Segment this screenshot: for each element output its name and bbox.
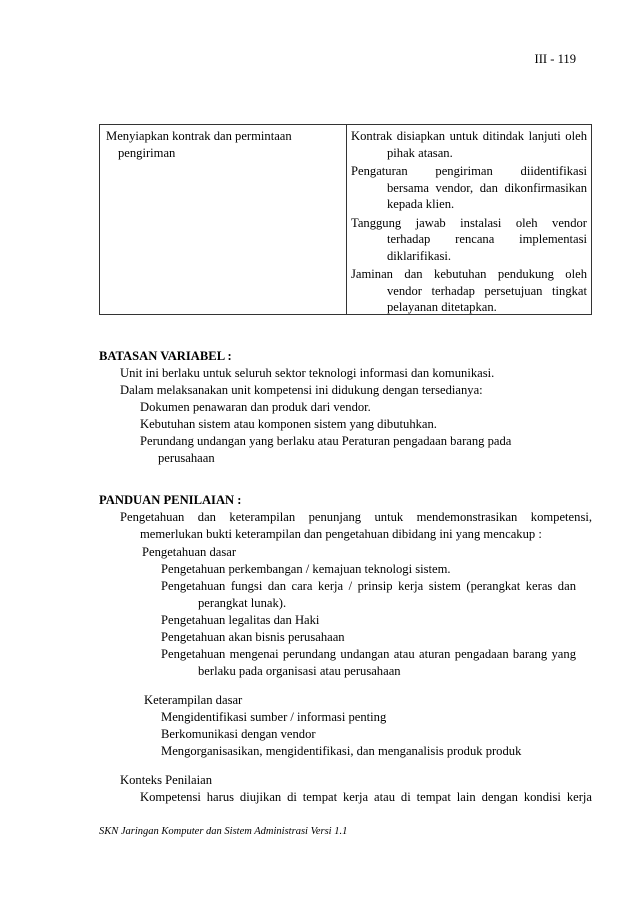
batasan-line: Dalam melaksanakan unit kompetensi ini didukung dengan tersedianya: (120, 383, 483, 397)
keterampilan-item: Mengidentifikasi sumber / informasi penting (161, 710, 387, 724)
criterion-line: Kontrak disiapkan untuk ditindak lanjuti oleh (351, 129, 587, 143)
pengetahuan-item: berlaku pada organisasi atau perusahaan (198, 664, 401, 678)
criterion (351, 163, 587, 213)
pengetahuan-dasar-heading: Pengetahuan dasar (142, 545, 237, 559)
pengetahuan-item: perangkat lunak). (198, 596, 287, 610)
criterion-line: Jaminan dan kebutuhan pendukung oleh (351, 267, 587, 281)
page-number: III - 119 (534, 52, 576, 66)
criterion-line: terhadap rencana implementasi (387, 232, 587, 246)
panduan-title: PANDUAN PENILAIAN : (99, 493, 242, 507)
keterampilan-item: Berkomunikasi dengan vendor (161, 727, 316, 741)
criterion (351, 215, 587, 265)
pengetahuan-item: Pengetahuan legalitas dan Haki (161, 613, 320, 627)
element-line: pengiriman (118, 145, 176, 160)
criterion-line: pihak atasan. (387, 145, 453, 160)
batasan-title: BATASAN VARIABEL : (99, 349, 232, 363)
panduan-intro-line: Pengetahuan dan keterampilan penunjang untuk mendemonstrasikan kompetensi, (120, 510, 592, 524)
konteks-title: Konteks Penilaian (120, 773, 212, 787)
criterion-line: Tanggung jawab instalasi oleh vendor (351, 215, 587, 230)
footer-text: SKN Jaringan Komputer dan Sistem Administrasi Versi 1.1 (99, 826, 348, 837)
batasan-line: perusahaan (158, 451, 215, 465)
criteria-cell (351, 128, 587, 318)
pengetahuan-item: Pengetahuan akan bisnis perusahaan (161, 630, 345, 644)
keterampilan-dasar-heading: Keterampilan dasar (144, 693, 243, 707)
element-cell (106, 128, 336, 161)
pengetahuan-item: Pengetahuan perkembangan / kemajuan teknologi sistem. (161, 562, 451, 576)
batasan-line: Dokumen penawaran dan produk dari vendor. (140, 400, 371, 414)
criterion-line: Pengaturan pengiriman diidentifikasi (351, 164, 587, 178)
batasan-line: Perundang undangan yang berlaku atau Peraturan pengadaan barang pada (140, 434, 512, 448)
criterion (351, 266, 587, 316)
pengetahuan-item: Pengetahuan fungsi dan cara kerja / prinsip kerja sistem (perangkat keras dan (161, 579, 576, 593)
pengetahuan-item: Pengetahuan mengenai perundang undangan atau aturan pengadaan barang yang (161, 647, 576, 661)
konteks-line: Kompetensi harus diujikan di tempat kerja atau di tempat lain dengan kondisi kerja (140, 790, 592, 804)
criterion-line: vendor terhadap persetujuan tingkat (387, 283, 587, 298)
table-divider (346, 125, 347, 314)
batasan-line: Kebutuhan sistem atau komponen sistem yang dibutuhkan. (140, 417, 437, 431)
criterion-line: bersama vendor, dan dikonfirmasikan (387, 180, 587, 195)
panduan-intro-line: memerlukan bukti keterampilan dan pengetahuan dibidang ini yang mencakup : (140, 527, 542, 541)
criterion-line: kepada klien. (387, 197, 455, 211)
criterion (351, 128, 587, 161)
criterion-line: diklarifikasi. (387, 248, 452, 263)
element-line: Menyiapkan kontrak dan permintaan (106, 129, 292, 143)
batasan-line: Unit ini berlaku untuk seluruh sektor teknologi informasi dan komunikasi. (120, 366, 495, 380)
criteria-table (99, 124, 592, 315)
keterampilan-item: Mengorganisasikan, mengidentifikasi, dan menganalisis produk produk (161, 744, 522, 758)
criterion-line: pelayanan ditetapkan. (387, 300, 497, 314)
